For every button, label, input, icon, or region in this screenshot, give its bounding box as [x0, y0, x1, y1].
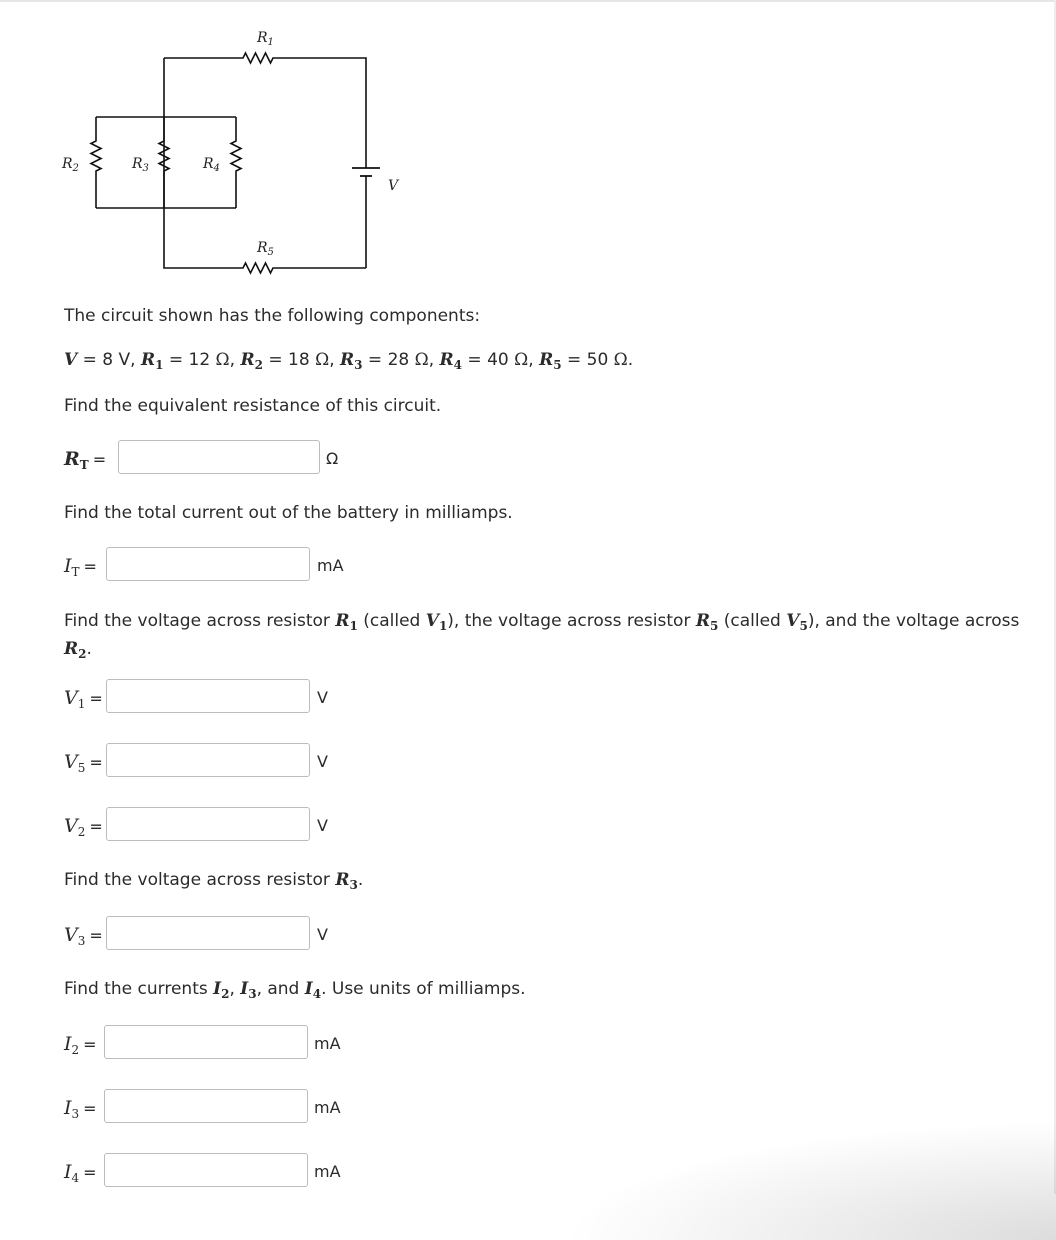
label-r4: $R_4$ — [203, 156, 220, 174]
sym-r5: $R_5$ — [539, 350, 562, 372]
answer-row-it — [64, 547, 364, 585]
q5-text-b: . Use units of milliamps. — [321, 979, 526, 999]
label-v3: $V_3$ = — [64, 924, 103, 948]
label-r2: $R_2$ — [62, 156, 79, 174]
circuit-diagram — [50, 22, 410, 282]
i2-unit: mA — [314, 1034, 341, 1053]
resistor-r2 — [91, 117, 101, 208]
val-r4: 40 — [487, 350, 509, 370]
label-v: V — [388, 178, 399, 194]
label-i3: $I_3$ = — [64, 1097, 97, 1121]
q4-text-a: Find the voltage across resistor — [64, 870, 336, 890]
label-v5: $V_5$ = — [64, 751, 103, 775]
label-r1: $R_1$ — [257, 30, 274, 48]
sym-r3: $R_3$ — [340, 350, 363, 372]
question-equivalent-resistance: Find the equivalent resistance of this circuit. — [64, 396, 442, 416]
ohm-symbol: Ω — [514, 350, 529, 370]
q3-text-a: Find the voltage across resistor — [64, 611, 336, 631]
answer-row-i4 — [64, 1153, 364, 1191]
label-i2: $I_2$ = — [64, 1033, 97, 1057]
label-i4: $I_4$ = — [64, 1161, 97, 1185]
answer-row-i3 — [64, 1089, 364, 1127]
q3-sym-v5: $V_5$ — [786, 611, 808, 633]
answer-row-rt — [64, 440, 364, 478]
it-unit: mA — [317, 556, 344, 575]
val-r1: 12 — [188, 350, 211, 370]
frame-top-border — [0, 0, 1056, 2]
label-r3: $R_3$ — [132, 156, 149, 174]
q4-sym-r3: $R_3$ — [335, 870, 358, 892]
it-input[interactable] — [106, 547, 310, 581]
sym-r2: $R_2$ — [240, 350, 263, 372]
sym-v: V — [64, 350, 78, 370]
v5-unit: V — [317, 752, 328, 771]
q3-sym-v1: $V_1$ — [425, 611, 448, 633]
v3-input[interactable] — [106, 916, 310, 950]
q3-text-c: ), the voltage across resistor — [447, 611, 696, 631]
q5-sym-i2: $I_2$ — [213, 979, 230, 1001]
corner-shadow — [560, 1120, 1056, 1240]
val-r2: 18 — [288, 350, 310, 370]
label-rt: $R_T$ = — [64, 448, 107, 472]
components-line: V = 8 V, $R_1 = 12$ Ω, $R_2 = 18$ Ω, $R_3 = 28$ Ω, $R_4 = 40$ Ω, $R_5 = 50$ Ω. — [64, 350, 634, 372]
q3-text-b: (called — [357, 611, 426, 631]
sym-r1: $R_1$ — [140, 350, 164, 372]
q3-text-f: . — [86, 639, 92, 659]
question-total-current: Find the total current out of the battery in milliamps. — [64, 503, 513, 523]
q3-text-e: ), and the voltage across — [807, 611, 1020, 631]
question-voltages — [64, 610, 1024, 666]
q3-sym-r5: $R_5$ — [695, 611, 719, 633]
i3-input[interactable] — [104, 1089, 308, 1123]
label-r5: $R_5$ — [257, 240, 274, 258]
ohm-symbol: Ω — [215, 350, 230, 370]
rt-input[interactable] — [118, 440, 320, 474]
ohm-symbol: Ω — [315, 350, 330, 370]
q3-text-d: (called — [718, 611, 787, 631]
q5-sep: , — [229, 979, 241, 999]
v2-input[interactable] — [106, 807, 310, 841]
i4-unit: mA — [314, 1162, 341, 1181]
q5-text-a: Find the currents — [64, 979, 214, 999]
v5-input[interactable] — [106, 743, 310, 777]
resistor-r4 — [231, 117, 241, 208]
v2-unit: V — [317, 816, 328, 835]
ohm-symbol: Ω — [613, 350, 628, 370]
label-v1: $V_1$ = — [64, 687, 103, 711]
v1-unit: V — [317, 688, 328, 707]
i4-input[interactable] — [104, 1153, 308, 1187]
answer-row-v1 — [64, 679, 364, 717]
val-r3: 28 — [387, 350, 410, 370]
val-v: 8 V — [102, 350, 131, 370]
q5-and: , and — [256, 979, 305, 999]
answer-row-v5 — [64, 743, 364, 781]
question-voltage-r3 — [64, 869, 363, 897]
q5-sym-i4: $I_4$ — [304, 979, 322, 1001]
label-v2: $V_2$ = — [64, 815, 103, 839]
ohm-symbol: Ω — [414, 350, 429, 370]
rt-unit: Ω — [326, 449, 339, 468]
q3-sym-r1: $R_1$ — [335, 611, 358, 633]
q4-text-b: . — [357, 870, 364, 890]
val-r5: 50 — [586, 350, 609, 370]
question-currents — [64, 978, 526, 1006]
v1-input[interactable] — [106, 679, 310, 713]
q5-sym-i3: $I_3$ — [240, 979, 257, 1001]
v3-unit: V — [317, 925, 328, 944]
answer-row-i2 — [64, 1025, 364, 1063]
answer-row-v3 — [64, 916, 364, 954]
label-it: $I_T$ = — [64, 555, 97, 579]
intro-text: The circuit shown has the following components: — [64, 306, 481, 326]
i2-input[interactable] — [104, 1025, 308, 1059]
i3-unit: mA — [314, 1098, 341, 1117]
answer-row-v2 — [64, 807, 364, 845]
q3-sym-r2: $R_2$ — [64, 639, 87, 661]
resistor-r1 — [164, 53, 366, 168]
sym-r4: $R_4$ — [439, 350, 463, 372]
